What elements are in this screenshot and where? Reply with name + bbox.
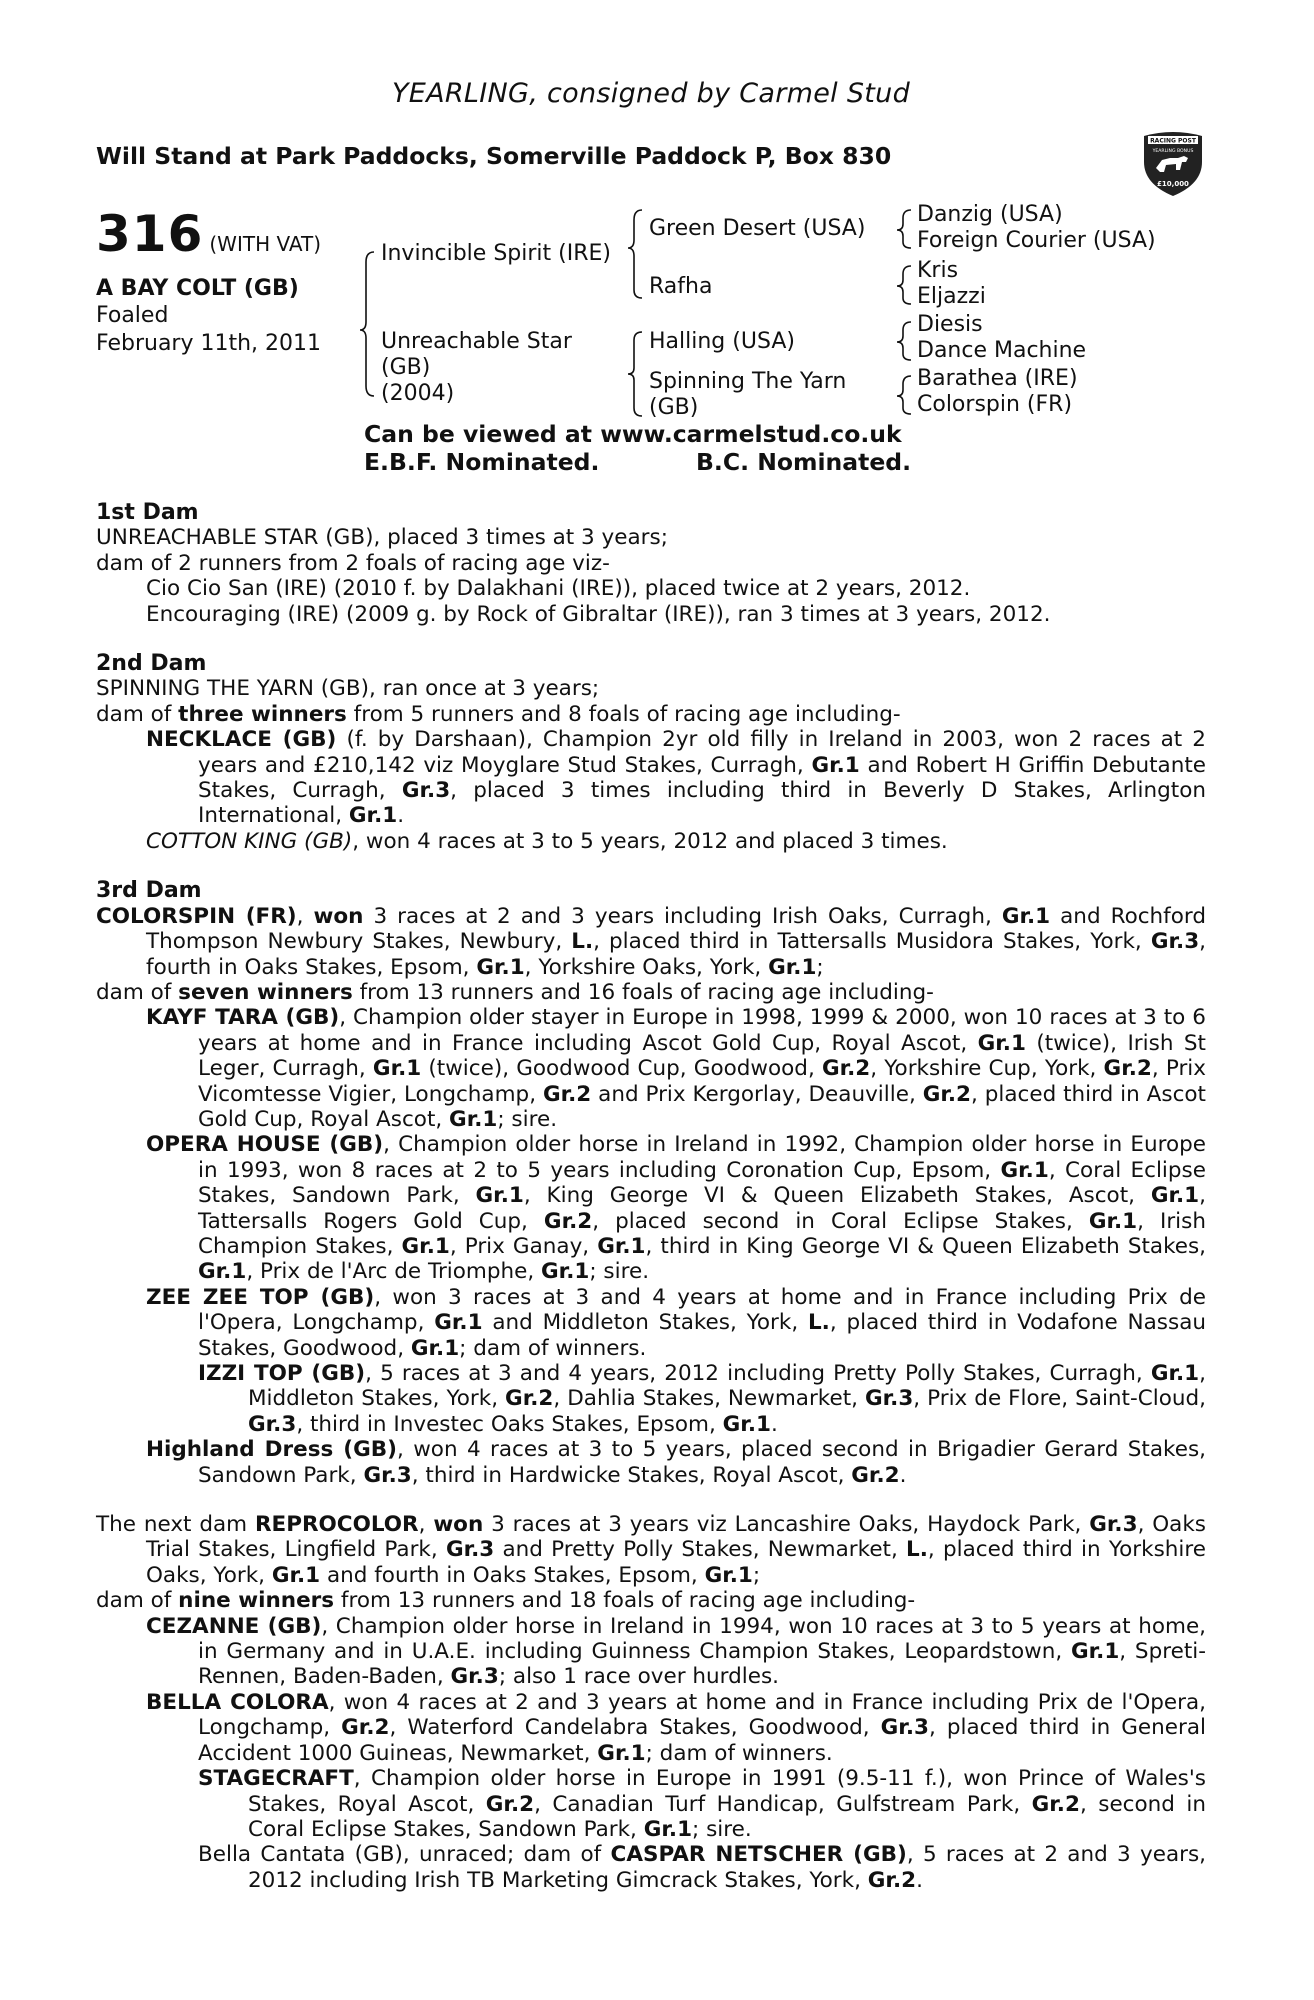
produce-entry: Bella Cantata (GB), unraced; dam of CASPAR NETSCHER (GB), 5 races at 2 and 3 years, 2012 including Irish TB Marketing Gimcrack Stakes, York, Gr.2.	[198, 1842, 1206, 1893]
section-heading: 3rd Dam	[96, 878, 202, 904]
dam-produce-intro: dam of three winners from 5 runners and 8 foals of racing age including-	[96, 701, 901, 727]
pedigree-ddd: Colorspin (FR)	[917, 392, 1073, 417]
second-dam-section	[96, 651, 1206, 854]
pedigree-ssd: Foreign Courier (USA)	[917, 228, 1156, 253]
produce-entry: ZEE ZEE TOP (GB), won 3 races at 3 and 4 years at home and in France including Prix de l'Opera, Longchamp, Gr.1 and Middleton Stakes, York, L., placed third in Vodafone Nassau Stakes, Goodwood, Gr.1; dam of winners.	[146, 1284, 1206, 1361]
third-dam-section	[96, 878, 1206, 1488]
svg-text:RACING POST: RACING POST	[1150, 137, 1196, 145]
dam-line: COLORSPIN (FR), won 3 races at 2 and 3 years including Irish Oaks, Curragh, Gr.1 and Rochford Thompson Newbury Stakes, Newbury, L., placed third in Tattersalls Musidora Stakes, York, Gr.3, fourth in Oaks Stakes, Epsom, Gr.1, Yorkshire Oaks, York, Gr.1;	[96, 903, 1207, 980]
catalogue-body	[96, 500, 1206, 1893]
dam-produce-intro: dam of nine winners from 13 runners and 18 foals of racing age including-	[96, 1588, 916, 1614]
pedigree-dam-dam-line1: Spinning The Yarn	[649, 369, 847, 394]
svg-text:YEARLING BONUS: YEARLING BONUS	[1152, 149, 1194, 154]
pedigree-dam-dam-line2: (GB)	[649, 395, 699, 420]
dam-line: UNREACHABLE STAR (GB), placed 3 times at 3 years;	[96, 525, 668, 551]
pedigree-sire-dam: Rafha	[649, 274, 713, 299]
produce-entry: Highland Dress (GB), won 4 races at 3 to 5 years, placed second in Brigadier Gerard Stakes, Sandown Park, Gr.3, third in Hardwicke Stakes, Royal Ascot, Gr.2.	[146, 1437, 1206, 1488]
first-dam-section	[96, 500, 1206, 627]
pedigree-dam-line1: Unreachable Star	[381, 329, 572, 354]
section-heading: 1st Dam	[96, 500, 199, 525]
bc-note: B.C. Nominated.	[696, 448, 912, 476]
page-title: YEARLING, consigned by Carmel Stud	[391, 78, 911, 109]
dam-produce-intro: dam of seven winners from 13 runners and 16 foals of racing age including-	[96, 979, 934, 1005]
next-dam-section	[96, 1512, 1206, 1893]
pedigree-sdd: Eljazzi	[917, 284, 986, 309]
pedigree-sire-sire: Green Desert (USA)	[649, 216, 866, 241]
produce-entry: COTTON KING (GB), won 4 races at 3 to 5 years, 2012 and placed 3 times.	[146, 828, 948, 854]
produce-entry: KAYF TARA (GB), Champion older stayer in Europe in 1998, 1999 & 2000, won 10 races at 3 to 6 years at home and in France including Ascot Gold Cup, Royal Ascot, Gr.1 (twice), Irish St Leger, Curragh, Gr.1 (twice), Goodwood Cup, Goodwood, Gr.2, Yorkshire Cup, York, Gr.2, Prix Vicomtesse Vigier, Longchamp, Gr.2 and Prix Kergorlay, Deauville, Gr.2, placed third in Ascot Gold Cup, Royal Ascot, Gr.1; sire.	[146, 1005, 1206, 1132]
lot-number: 316	[96, 205, 204, 263]
pedigree-dam-sire: Halling (USA)	[649, 329, 795, 354]
lot-vat: (WITH VAT)	[209, 232, 322, 256]
pedigree-dam-line2: (GB)	[381, 355, 431, 380]
produce-entry: BELLA COLORA, won 4 races at 2 and 3 years at home and in France including Prix de l'Opera, Longchamp, Gr.2, Waterford Candelabra Stakes, Goodwood, Gr.3, placed third in General Accident 1000 Guineas, Newmarket, Gr.1; dam of winners.	[146, 1689, 1206, 1766]
produce-entry: Encouraging (IRE) (2009 g. by Rock of Gibraltar (IRE)), ran 3 times at 3 years, 2012.	[146, 601, 1051, 627]
pedigree-dsd: Dance Machine	[917, 338, 1087, 363]
produce-entry: NECKLACE (GB) (f. by Darshaan), Champion 2yr old filly in Ireland in 2003, won 2 races at 2 years and £210,142 viz Moyglare Stud Stakes, Curragh, Gr.1 and Robert H Griffin Debutante Stakes, Curragh, Gr.3, placed 3 times including third in Beverly D Stakes, Arlington International, Gr.1.	[146, 727, 1207, 829]
produce-entry: CEZANNE (GB), Champion older horse in Ireland in 1994, won 10 races at 3 to 5 years at home, in Germany and in U.A.E. including Guinness Champion Stakes, Leopardstown, Gr.1, Spreti-Rennen, Baden-Baden, Gr.3; also 1 race over hurdles.	[146, 1613, 1207, 1690]
pedigree-dss: Diesis	[917, 312, 983, 337]
website-note: Can be viewed at www.carmelstud.co.uk	[364, 420, 902, 448]
dam-line: SPINNING THE YARN (GB), ran once at 3 years;	[96, 676, 600, 702]
svg-text:£10,000: £10,000	[1157, 180, 1189, 188]
foaled-date: February 11th, 2011	[96, 331, 322, 356]
produce-entry: STAGECRAFT, Champion older horse in Europe in 1991 (9.5-11 f.), won Prince of Wales's Stakes, Royal Ascot, Gr.2, Canadian Turf Handicap, Gulfstream Park, Gr.2, second in Coral Eclipse Stakes, Sandown Park, Gr.1; sire.	[198, 1766, 1206, 1842]
lot-description: A BAY COLT (GB)	[96, 276, 299, 301]
produce-entry: Cio Cio San (IRE) (2010 f. by Dalakhani (IRE)), placed twice at 2 years, 2012.	[146, 576, 971, 602]
pedigree-dam-line3: (2004)	[381, 381, 455, 406]
produce-entry: IZZI TOP (GB), 5 races at 3 and 4 years, 2012 including Pretty Polly Stakes, Curragh, Gr.1, Middleton Stakes, York, Gr.2, Dahlia Stakes, Newmarket, Gr.3, Prix de Flore, Saint-Cloud, Gr.3, third in Investec Oaks Stakes, Epsom, Gr.1.	[198, 1361, 1206, 1437]
pedigree-sds: Kris	[917, 258, 959, 283]
pedigree-dds: Barathea (IRE)	[917, 366, 1078, 391]
produce-entry: OPERA HOUSE (GB), Champion older horse in Ireland in 1992, Champion older horse in Europe in 1993, won 8 races at 2 to 5 years including Coronation Cup, Epsom, Gr.1, Coral Eclipse Stakes, Sandown Park, Gr.1, King George VI & Queen Elizabeth Stakes, Ascot, Gr.1, Tattersalls Rogers Gold Cup, Gr.2, placed second in Coral Eclipse Stakes, Gr.1, Irish Champion Stakes, Gr.1, Prix Ganay, Gr.1, third in King George VI & Queen Elizabeth Stakes, Gr.1, Prix de l'Arc de Triomphe, Gr.1; sire.	[146, 1132, 1207, 1285]
dam-line: The next dam REPROCOLOR, won 3 races at 3 years viz Lancashire Oaks, Haydock Park, Gr.3, Oaks Trial Stakes, Lingfield Park, Gr.3 and Pretty Polly Stakes, Newmarket, L., placed third in Yorkshire Oaks, York, Gr.1 and fourth in Oaks Stakes, Epsom, Gr.1;	[96, 1512, 1207, 1588]
dam-produce-intro: dam of 2 runners from 2 foals of racing age viz-	[96, 550, 610, 576]
ebf-note: E.B.F. Nominated.	[364, 448, 600, 476]
pedigree-sss: Danzig (USA)	[917, 202, 1063, 227]
pedigree-sire: Invincible Spirit (IRE)	[381, 241, 611, 266]
stand-location: Will Stand at Park Paddocks, Somerville Paddock P, Box 830	[96, 142, 892, 170]
foaled-label: Foaled	[96, 303, 169, 328]
section-heading: 2nd Dam	[96, 651, 207, 677]
